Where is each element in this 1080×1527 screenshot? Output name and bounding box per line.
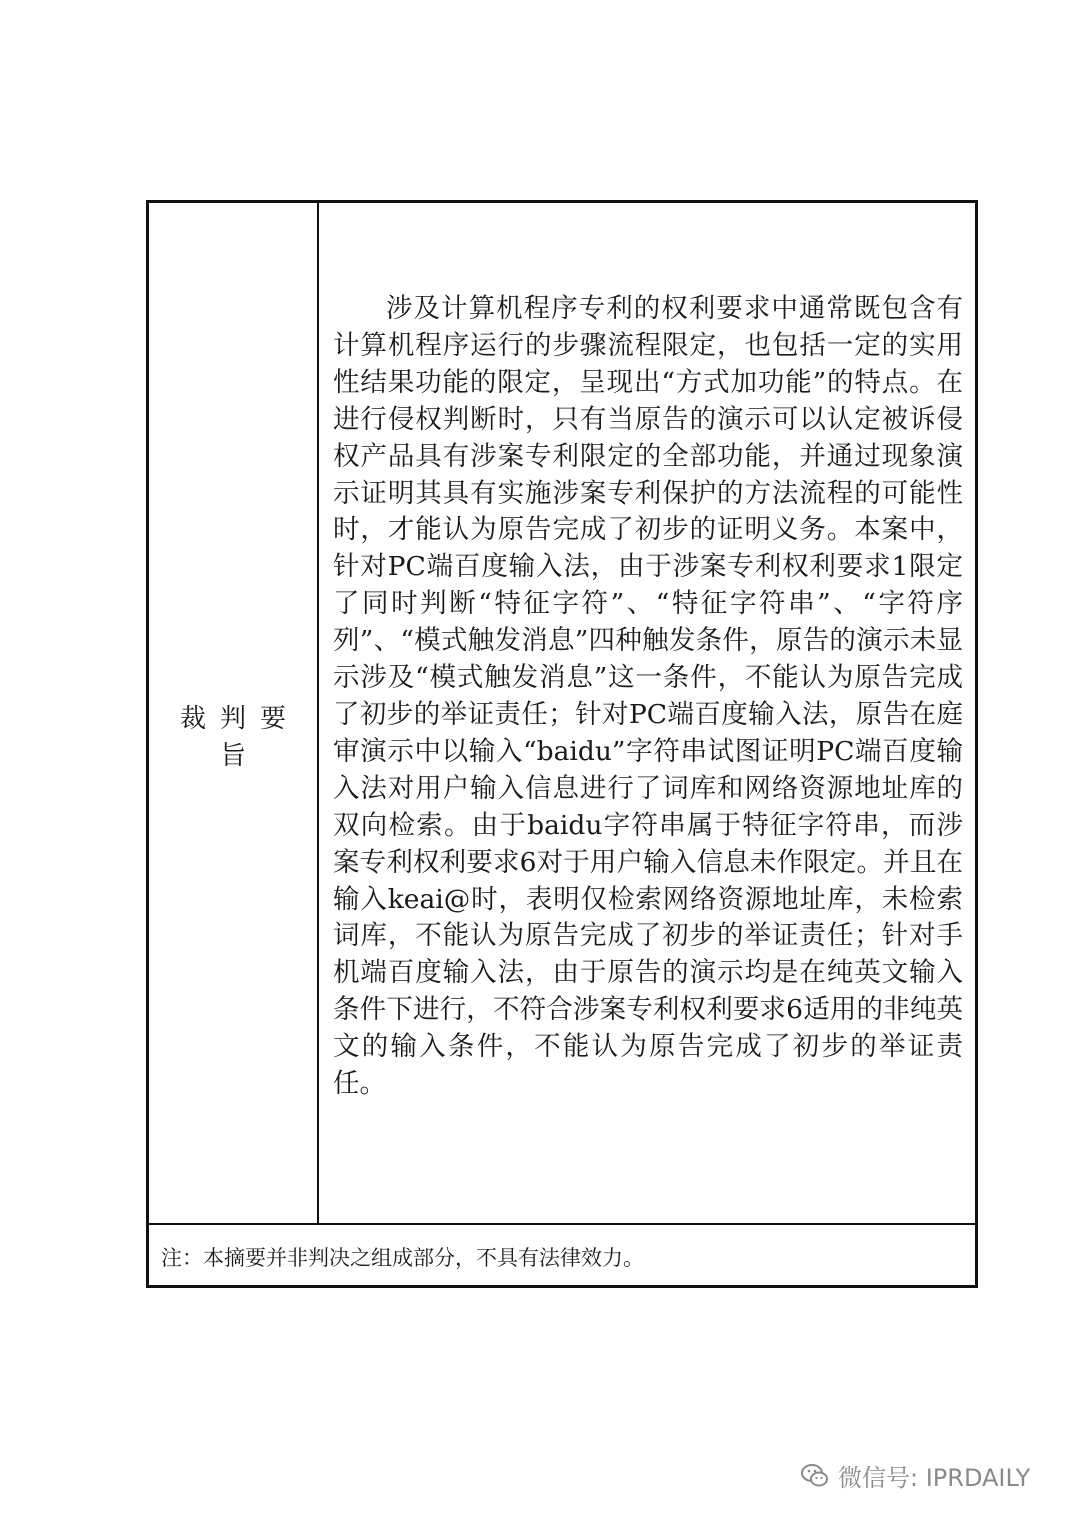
wechat-watermark xyxy=(800,1458,1030,1493)
label-cell xyxy=(149,203,319,1223)
note-row xyxy=(149,1223,975,1285)
disclaimer-note: 注：本摘要并非判决之组成部分，不具有法律效力。 xyxy=(161,1246,644,1270)
content-cell xyxy=(319,203,975,1223)
watermark-text: 微信号: IPRDAILY xyxy=(838,1464,1031,1492)
ruling-gist-label: 裁判要旨 xyxy=(179,704,300,771)
ruling-summary-table xyxy=(146,200,978,1288)
ruling-gist-text: 涉及计算机程序专利的权利要求中通常既包含有计算机程序运行的步骤流程限定，也包括一定的实用性结果功能的限定，呈现出“方式加功能”的特点。在进行侵权判断时，只有当原告的演示可以认定被诉侵权产品具有涉案专利限定的全部功能，并通过现象演示证明其具有实施涉案专利保护的方法流程的可能性时，才能认为原告完成了初步的证明义务。本案中，针对PC端百度输入法，由于涉案专利权利要求1限定了同时判断“特征字符”、“特征字符串”、“字符序列”、“模式触发消息”四种触发条件，原告的演示未显示涉及“模式触发消息”这一条件，不能认为原告完成了初步的举证责任；针对PC端百度输入法，原告在庭审演示中以输入“baidu”字符串试图证明PC端百度输入法对用户输入信息进行了词库和网络资源地址库的双向检索。由于baidu字符串属于特征字符串，而涉案专利权利要求6对于用户输入信息未作限定。并且在输入keai@时，表明仅检索网络资源地址库，未检索词库，不能认为原告完成了初步的举证责任；针对手机端百度输入法，由于原告的演示均是在纯英文输入条件下进行，不符合涉案专利权利要求6适用的非纯英文的输入条件，不能认为原告完成了初步的举证责任。 xyxy=(333,293,963,1100)
wechat-icon xyxy=(800,1461,830,1491)
